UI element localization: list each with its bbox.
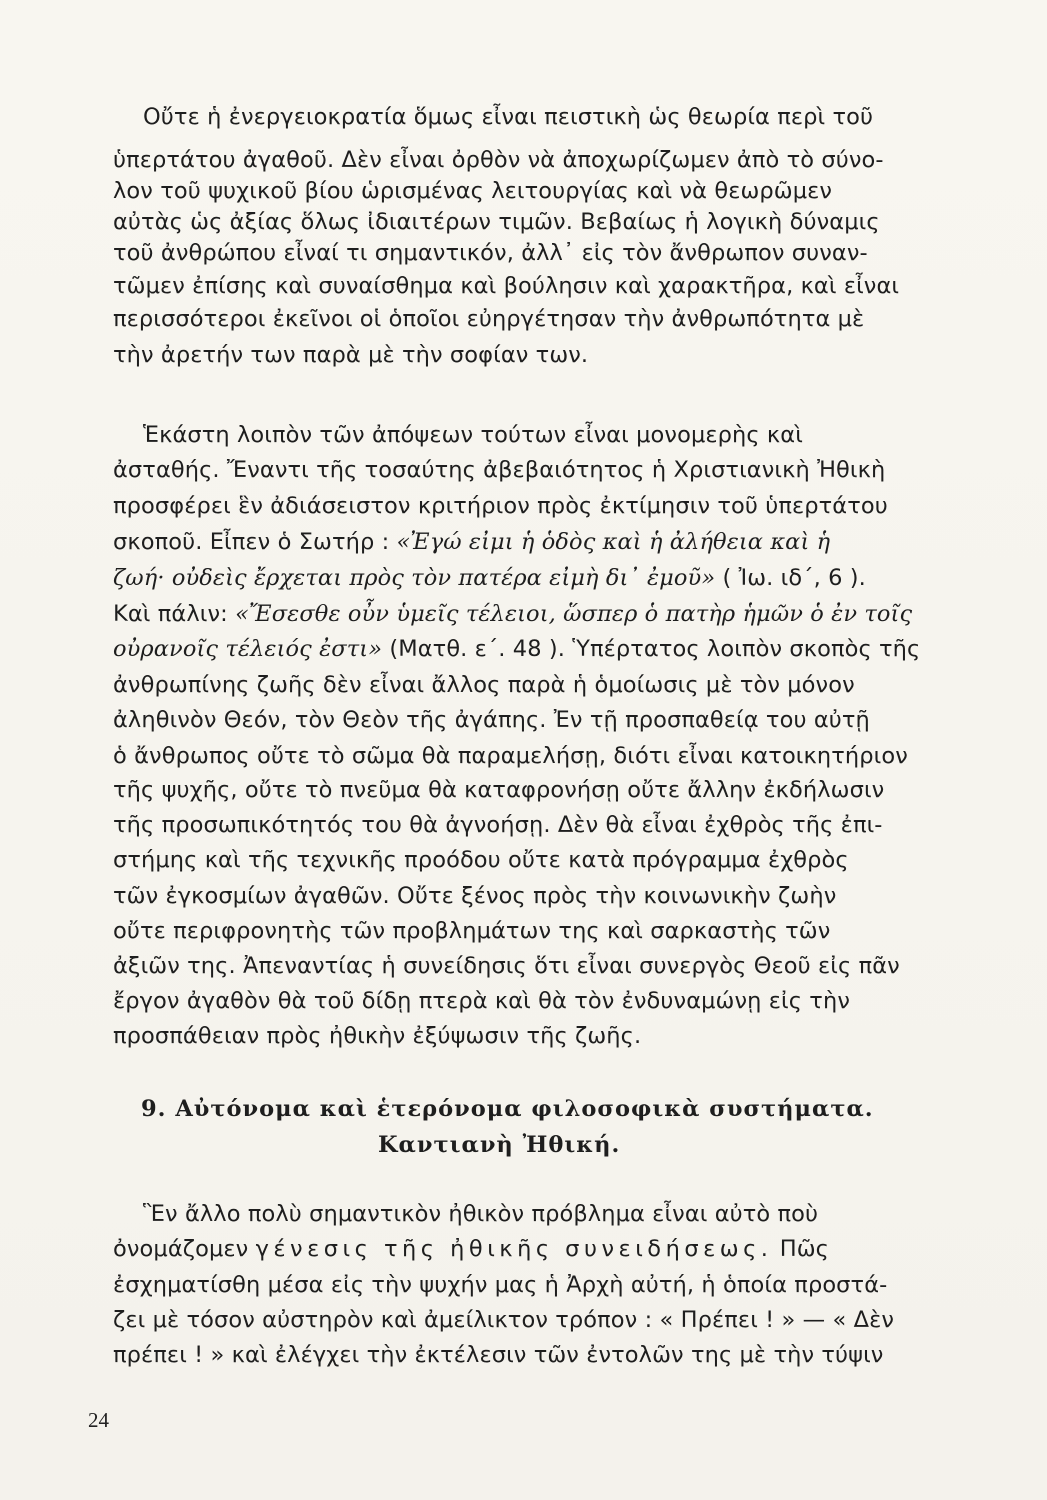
text-line: προσπάθειαν πρὸς ἠθικὴν ἐξύψωσιν τῆς ζωῆς.	[113, 1023, 642, 1049]
text-line: τῶμεν ἐπίσης καὶ συναίσθημα καὶ βούλησιν καὶ χαρακτῆρα, καὶ εἶναι	[113, 273, 900, 299]
text-line: Ἓν ἄλλο πολὺ σημαντικὸν ἠθικὸν πρόβλημα εἶναι αὐτὸ ποὺ	[143, 1201, 819, 1227]
text-line	[113, 563, 866, 593]
scripture-quote: «Ἐγώ εἰμι ἡ ὁδὸς καὶ ἡ ἀλήθεια καὶ ἡ	[396, 529, 831, 555]
text-line: Οὔτε ἡ ἐνεργειοκρατία ὅμως εἶναι πειστικὴ ὡς θεωρία περὶ τοῦ	[143, 104, 874, 130]
text-line: Ἑκάστη λοιπὸν τῶν ἀπόψεων τούτων εἶναι μονομερὴς καὶ	[143, 422, 803, 448]
page-number: 24	[88, 1408, 109, 1432]
text-line: ἀσταθής. Ἔναντι τῆς τοσαύτης ἀβεβαιότητος ἡ Χριστιανικὴ Ἠθικὴ	[113, 457, 886, 483]
scripture-quote: οὐρανοῖς τέλειός ἐστι»	[113, 636, 383, 662]
text-line: ἔργον ἀγαθὸν θὰ τοῦ δίδῃ πτερὰ καὶ θὰ τὸν ἐνδυναμώνῃ εἰς τὴν	[113, 988, 850, 1014]
text-line: στήμης καὶ τῆς τεχνικῆς προόδου οὔτε κατὰ πρόγραμμα ἐχθρὸς	[113, 847, 849, 873]
text-line: λον τοῦ ψυχικοῦ βίου ὡρισμένας λειτουργίας καὶ νὰ θεωρῶμεν	[113, 178, 833, 204]
text-segment: σκοποῦ. Εἶπεν ὁ Σωτήρ :	[113, 529, 397, 555]
text-line: πρέπει ! » καὶ ἐλέγχει τὴν ἐκτέλεσιν τῶν ἐντολῶν της μὲ τὴν τύψιν	[113, 1342, 884, 1368]
text-line: οὔτε περιφρονητὴς τῶν προβλημάτων της καὶ σαρκαστὴς τῶν	[113, 918, 831, 944]
text-line: τὴν ἀρετήν των παρὰ μὲ τὴν σοφίαν των.	[113, 342, 589, 368]
text-line: προσφέρει ἓν ἀδιάσειστον κριτήριον πρὸς ἐκτίμησιν τοῦ ὑπερτάτου	[113, 493, 888, 519]
text-line: τῆς ψυχῆς, οὔτε τὸ πνεῦμα θὰ καταφρονήσῃ οὔτε ἄλλην ἐκδήλωσιν	[113, 777, 885, 803]
text-segment: Πῶς	[772, 1236, 829, 1262]
text-line	[113, 634, 920, 664]
emphasized-term: γένεσις τῆς ἠθικῆς συνειδήσεως.	[255, 1236, 773, 1262]
text-line: ἀληθινὸν Θεόν, τὸν Θεὸν τῆς ἀγάπης. Ἐν τῇ προσπαθείᾳ του αὐτῇ	[113, 707, 870, 733]
section-title: 9. Αὐτόνομα καὶ ἑτερόνομα φιλοσοφικὰ συστήματα.	[141, 1096, 874, 1122]
text-line: αὐτὰς ὡς ἀξίας ὅλως ἰδιαιτέρων τιμῶν. Βεβαίως ἡ λογικὴ δύναμις	[113, 209, 880, 235]
section-subtitle: Καντιανὴ Ἠθική.	[378, 1132, 621, 1158]
text-line	[113, 1234, 829, 1264]
text-segment: ὀνομάζομεν	[113, 1236, 256, 1262]
text-line: ὑπερτάτου ἀγαθοῦ. Δὲν εἶναι ὀρθὸν νὰ ἀποχωρίζωμεν ἀπὸ τὸ σύνο-	[113, 147, 884, 173]
text-segment: Καὶ πάλιν:	[113, 601, 236, 627]
scripture-quote: ζωή· οὐδεὶς ἔρχεται πρὸς τὸν πατέρα εἰμὴ δι᾽ ἐμοῦ»	[113, 565, 716, 591]
text-line: τῆς προσωπικότητός του θὰ ἀγνοήσῃ. Δὲν θὰ εἶναι ἐχθρὸς τῆς ἐπι-	[113, 812, 883, 838]
text-line: ζει μὲ τόσον αὐστηρὸν καὶ ἀμείλικτον τρόπον : « Πρέπει ! » — « Δὲν	[113, 1307, 895, 1333]
citation: (Ματθ. ε΄. 48 ). Ὑπέρτατος λοιπὸν σκοπὸς τῆς	[382, 636, 921, 662]
text-line: τοῦ ἀνθρώπου εἶναί τι σημαντικόν, ἀλλ᾽ εἰς τὸν ἄνθρωπον συναν-	[113, 240, 868, 266]
text-line: ἀξιῶν της. Ἀπεναντίας ἡ συνείδησις ὅτι εἶναι συνεργὸς Θεοῦ εἰς πᾶν	[113, 953, 900, 979]
text-line: τῶν ἐγκοσμίων ἀγαθῶν. Οὔτε ξένος πρὸς τὴν κοινωνικὴν ζωὴν	[113, 883, 837, 909]
text-line	[113, 599, 912, 629]
citation: ( Ἰω. ιδ΄, 6 ).	[715, 565, 866, 591]
text-line: ἐσχηματίσθη μέσα εἰς τὴν ψυχήν μας ἡ Ἀρχὴ αὐτή, ἡ ὁποία προστά-	[113, 1272, 888, 1298]
text-line: ἀνθρωπίνης ζωῆς δὲν εἶναι ἄλλος παρὰ ἡ ὁμοίωσις μὲ τὸν μόνον	[113, 672, 855, 698]
text-line: ὁ ἄνθρωπος οὔτε τὸ σῶμα θὰ παραμελήσῃ, διότι εἶναι κατοικητήριον	[113, 743, 908, 769]
scripture-quote: «Ἔσεσθε οὖν ὑμεῖς τέλειοι, ὥσπερ ὁ πατὴρ ἡμῶν ὁ ἐν τοῖς	[235, 601, 913, 627]
text-line: περισσότεροι ἐκεῖνοι οἱ ὁποῖοι εὐηργέτησαν τὴν ἀνθρωπότητα μὲ	[113, 306, 865, 332]
text-line	[113, 527, 830, 557]
